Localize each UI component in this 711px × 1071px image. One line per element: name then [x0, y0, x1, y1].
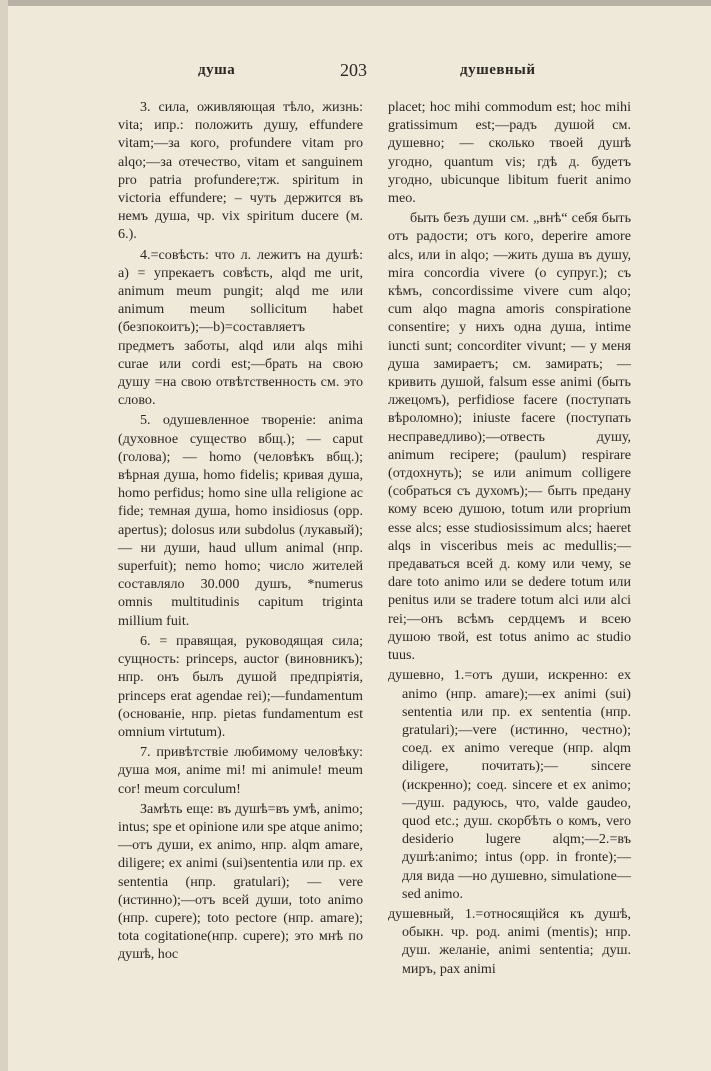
running-head	[0, 62, 711, 86]
header-right-word: душевный	[460, 62, 536, 78]
paragraph: 3. сила, оживляющая тѣло, жизнь: vita; ипр.: положить душу, effundere vitam;—за кого, profundere vitam pro alqo;—за отечество, vitam et sanguinem pro patria profundere;тж. spiritum in victoria effundere; – чуть держится въ немъ душа, чр. vix spiritum ducere (м. 6.).	[118, 99, 363, 243]
dictionary-entry: душевно, 1.=отъ души, искренно: ex animo (нпр. amare);—ex animi (sui) sententia или пр. ex sententia (нпр. gratulari);—vere (истинно, честно); соед. ex animo vereque (нпр. alqm diligere, почитать);— sincere (искренно); соед. sincere et ex animo;—душ. радуюсь, что, valde gaudeo, quod etc.; душ. скорбѣть о комъ, vero desiderio lugere alqm;—2.=въ душѣ:animo; intus (opp. in fronte);—для вида —но душевно, simulatione—sed animo.	[388, 667, 631, 902]
paragraph: 4.=совѣсть: что л. лежитъ на душѣ: а) = упрекаетъ совѣсть, alqd me urit, animum meum pungit; alqd me или animum meum sollicitum habet (безпокоитъ);—b)=составляетъ предметъ заботы, alqd или alqs mihi curae или cordi est;—брать на свою душу =на свою отвѣтственность см. это слово.	[118, 246, 363, 409]
paragraph: placet; hoc mihi commodum est; hoc mihi gratissimum est;—радъ душой см. душевно; — сколько твоей душѣ угодно, quantum vis; гдѣ д. будетъ угодно, ubicunque libitum fuerit animo meo.	[388, 99, 631, 207]
left-column	[118, 98, 363, 966]
page-top-edge	[0, 0, 711, 6]
page-number: 203	[340, 60, 367, 80]
paragraph: быть безъ души см. „внѣ“ себя быть отъ радости; отъ кого, deperire amore alcs, или in alqo; —жить душа въ душу, mira concordia vivere (о супруг.); съ кѣмъ, concordissime vivere cum alqo; cum alqo magna amoris conspiratione consentire; у нихъ одна душа, intime iuncti sunt; concorditer vivunt; — у меня душа замираетъ; см. замирать; — кривить душой, falsum esse animi (быть лжецомъ), perfidiose facere (поступать вѣроломно); iniuste facere (поступать несправедливо);—отвесть душу, animum recipere; (paulum) respirare (отдохнуть); se или animum colligere (собраться съ духомъ);— быть предану кому всею душою, totum или proprium esse alcs; esse studiosissimum alcs; haeret alqs in visceribus meis ac medullis;—предаваться всей д. кому или чему, se dare toto animo или se dedere totum или penitus или se tradere totum alci или alci rei;—онъ всѣмъ сердцемъ и всею душою твой, est totus animo ac studio tuus.	[388, 210, 631, 664]
paragraph: Замѣть еще: въ душѣ=въ умѣ, animo; intus; spe et opinione или spe atque animo;—отъ души, ex animo, нпр. alqm amare, diligere; ex animi (sui)sententia или пр. ex sententia (нпр. gratulari); — vere (истинно);—отъ всей души, toto animo (нпр. cupere); toto pectore (нпр. amare); tota cogitatione(нпр. cupere); это мнѣ по душѣ, hoc	[118, 800, 363, 963]
dictionary-entry: душевный, 1.=относящійся къ душѣ, обыкн. чр. род. animi (mentis); нпр. душ. желаніе, animi sententia; душ. миръ, pax animi	[388, 905, 631, 977]
paragraph: 7. привѣтствіе любимому человѣку: душа моя, anime mi! mi animule! meum cor! meum corculum!	[118, 744, 363, 797]
paragraph: 6. = правящая, руководящая сила; сущность: princeps, auctor (виновникъ); нпр. онъ былъ душой предпріятія, princeps erat agendae rei);—fundamentum (основаніе, нпр. pietas fundamentum est omnium virtutum).	[118, 632, 363, 740]
header-left-word: душа	[198, 62, 236, 78]
right-column	[388, 98, 631, 980]
page-binding-edge	[0, 0, 8, 1071]
paragraph: 5. одушевленное твореніе: anima (духовное существо вбщ.); — caput (голова); — homo (человѣкъ вбщ.); вѣрная душа, homo fidelis; кривая душа, homo perfidus; homo sine ulla religione ac fide; темная душа, homo insidiosus (opp. apertus); dolosus или subdolus (лукавый); — ни души, haud ullum animal (нпр. superfuit); nemo homo; число жителей составляло 30.000 душъ, *numerus omnis multitudinis capitum triginta millium fuit.	[118, 412, 363, 629]
